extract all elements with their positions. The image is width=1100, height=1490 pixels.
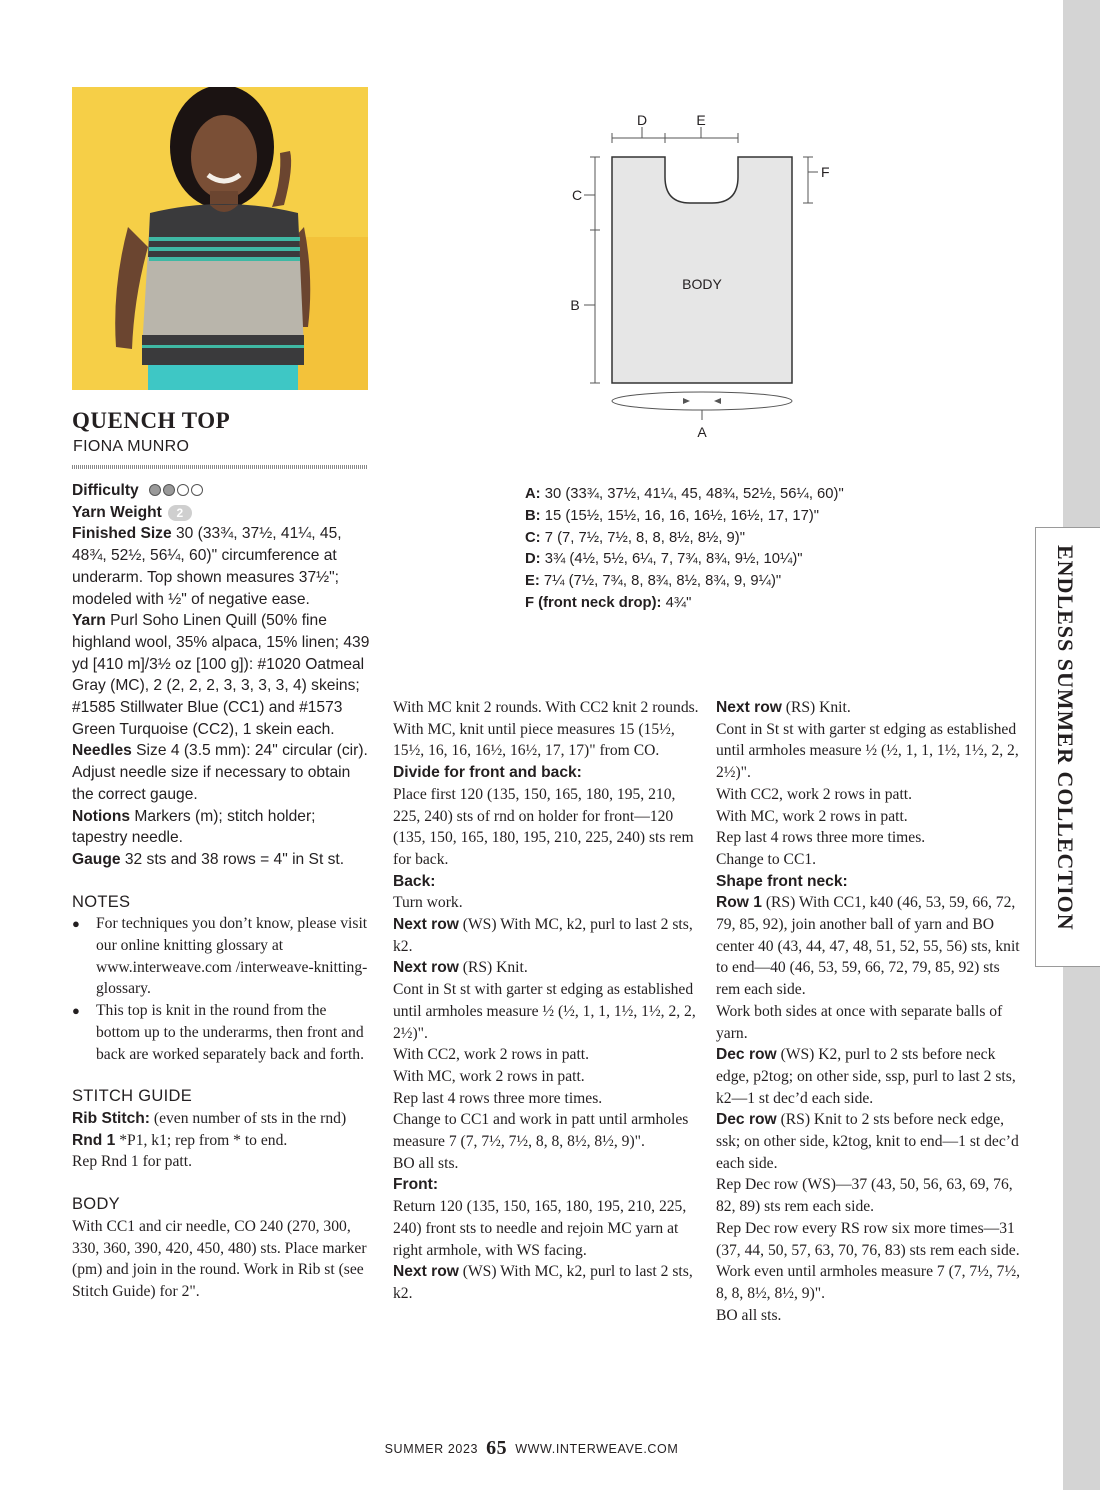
finished-size-label: Finished Size — [72, 525, 172, 543]
body-text: With CC1 and cir needle, CO 240 (270, 300, 330, 360, 390, 420, 450, 480) sts. Place marker (pm) and join in the round. Work in Rib st (see Stitch Guide) for 2". — [72, 1217, 367, 1300]
next-row-label: Next row — [393, 916, 459, 934]
rep-dec-text: Rep Dec row (WS)—37 (43, 50, 56, 63, 69, 76, 82, 89) sts rem each side. — [716, 1176, 1013, 1216]
gauge-spec — [72, 849, 372, 871]
yarn-text: Purl Soho Linen Quill (50% fine highland wool, 35% alpaca, 15% linen; 439 yd [410 m]/3½ oz [100 g]): #1020 Oatmeal Gray (MC), 2 (2, 2, 2, 3, 3, 3, 3, 4) skeins; #1585 Stillwater Blue (CC1) and #1573 Green Turquoise (CC2), 1 skein each. — [72, 612, 370, 738]
body-heading: BODY — [72, 1195, 120, 1214]
return-text: Return 120 (135, 150, 165, 180, 195, 210, 225, 240) front sts to needle and rejoin MC yarn at right armhole, with WS facing. — [393, 1198, 687, 1259]
measure-key: F (front neck drop): — [525, 594, 662, 611]
rep-dec-every-text: Rep Dec row every RS row six more times—31 (37, 44, 50, 57, 63, 70, 76, 83) sts rem each side. — [716, 1219, 1020, 1259]
notes-list — [72, 913, 372, 1065]
dec-row-rs — [716, 1109, 1026, 1174]
bo-text: BO all sts. — [716, 1306, 782, 1324]
bo-text: BO all sts. — [393, 1154, 459, 1172]
measure-key: E: — [525, 573, 540, 590]
dim-label-f: F — [821, 164, 830, 180]
section-tab-label: ENDLESS SUMMER COLLECTION — [1053, 545, 1078, 931]
measure-value: 7¼ (7½, 7¾, 8, 8¾, 8½, 8¾, 9, 9¼)" — [543, 573, 782, 590]
next-row-label: Next row — [393, 959, 459, 977]
repeat-text: Rep last 4 rows three more times. — [716, 829, 926, 847]
list-item: ● For techniques you don’t know, please visit our online knitting glossary at www.interweave.com /interweave-knitting-glossary. — [72, 913, 372, 1000]
difficulty-dot-empty — [177, 484, 189, 496]
difficulty-row — [72, 480, 372, 502]
shape-neck-heading: Shape front neck: — [716, 872, 848, 890]
rnd1 — [72, 1130, 372, 1152]
divide-heading: Divide for front and back: — [393, 764, 582, 782]
row1-label: Row 1 — [716, 894, 762, 912]
list-item — [525, 506, 844, 528]
divider-rule — [72, 465, 368, 469]
measure-value: 15 (15½, 15½, 16, 16, 16½, 16½, 17, 17)" — [544, 507, 820, 524]
work-both-text: Work both sides at once with separate balls of yarn. — [716, 1002, 1003, 1042]
notions-text: Markers (m); stitch holder; tapestry needle. — [72, 807, 316, 847]
row1 — [716, 892, 1026, 1001]
body-outline — [612, 157, 792, 383]
measure-key: A: — [525, 486, 541, 502]
next-row-text: (RS) Knit. — [462, 959, 528, 977]
front-heading: Front: — [393, 1176, 439, 1194]
footer-url[interactable]: WWW.INTERWEAVE.COM — [515, 1442, 679, 1456]
cont-text: Cont in St st with garter st edging as established until armholes measure ½ (½, 1, 1, 1½, 1½, 2, 2, 2½)". — [716, 720, 1019, 782]
next-row-text: (WS) With MC, k2, purl to last 2 sts, k2. — [393, 1263, 693, 1302]
yarn-weight-label: Yarn Weight — [72, 503, 162, 521]
body-label: BODY — [682, 276, 722, 292]
notions-spec — [72, 806, 372, 849]
measure-key: D: — [525, 551, 541, 568]
measure-value: 4¾" — [665, 594, 692, 611]
notes-heading: NOTES — [72, 892, 131, 911]
list-item — [525, 571, 844, 593]
difficulty-rating — [149, 482, 205, 499]
work-even-text: Work even until armholes measure 7 (7, 7½, 7½, 8, 8, 8½, 8½, 9)". — [716, 1263, 1021, 1302]
change-text: Change to CC1. — [716, 850, 817, 868]
list-item — [525, 528, 844, 550]
dec-row-text: (RS) Knit to 2 sts before neck edge, ssk; on other side, k2tog, knit to end—1 st dec’d each side. — [716, 1111, 1019, 1172]
dec-row-text: (WS) K2, purl to 2 sts before neck edge, p2tog; on other side, ssp, purl to last 2 sts, k2—1 st dec’d each side. — [716, 1046, 1016, 1107]
rib-stitch-label: Rib Stitch: — [72, 1109, 150, 1127]
dim-label-d: D — [636, 112, 648, 128]
back-heading: Back: — [393, 872, 436, 890]
specs-column — [72, 480, 372, 1303]
yarn-weight-icon: 2 — [168, 505, 192, 521]
stitch-guide-heading: STITCH GUIDE — [72, 1087, 193, 1106]
divide-text: Place first 120 (135, 150, 165, 180, 195, 210, 225, 240) sts of rnd on holder for front—120 (135, 150, 165, 180, 195, 210, 225, 240) sts rem for back. — [393, 785, 694, 868]
model-photo — [72, 87, 368, 390]
difficulty-label: Difficulty — [72, 482, 139, 499]
instructions-column-3 — [716, 697, 1026, 1326]
body-schematic — [560, 105, 840, 445]
mc-text: With MC, work 2 rows in patt. — [716, 807, 908, 825]
list-item — [525, 484, 844, 506]
notions-label: Notions — [72, 807, 131, 825]
rib-stitch-text: (even number of sts in the rnd) — [153, 1109, 347, 1127]
row1-text: (RS) With CC1, k40 (46, 53, 59, 66, 72, 79, 85, 92), join another ball of yarn and BO center 40 (43, 44, 47, 48, 51, 52, 55, 56) sts, knit to end—40 (46, 53, 59, 66, 72, 79, 85, 92) sts rem each side. — [716, 894, 1020, 999]
rib-stitch — [72, 1108, 372, 1130]
difficulty-dot-filled — [163, 484, 175, 496]
pattern-author: FIONA MUNRO — [73, 438, 190, 455]
measure-key: C: — [525, 529, 541, 546]
measure-value: 30 (33¾, 37½, 41¼, 45, 48¾, 52½, 56¼, 60)" — [544, 486, 844, 502]
list-item — [525, 549, 844, 571]
body-continue: With MC knit 2 rounds. With CC2 knit 2 rounds. With MC, knit until piece measures 15 (15½, 15½, 16, 16, 16½, 16½, 17, 17)" from CO. — [393, 699, 699, 760]
gauge-text: 32 sts and 38 rows = 4" in St st. — [124, 850, 345, 868]
rib-repeat: Rep Rnd 1 for patt. — [72, 1153, 192, 1171]
needles-label: Needles — [72, 742, 132, 760]
yarn-spec — [72, 610, 372, 740]
repeat-text: Rep last 4 rows three more times. — [393, 1089, 603, 1107]
dim-label-a: A — [697, 424, 707, 440]
gauge-label: Gauge — [72, 850, 121, 868]
next-row-text: (RS) Knit. — [785, 699, 851, 716]
measure-value: 3¾ (4½, 5½, 6¼, 7, 7¾, 8¾, 9½, 10¼)" — [544, 551, 803, 568]
finished-size-text: 30 (33¾, 37½, 41¼, 45, 48¾, 52½, 56¼, 60)" circumference at underarm. Top shown measures 37½"; modeled with ½" of negative ease. — [72, 525, 342, 608]
next-row-ws-2 — [393, 1261, 703, 1304]
list-item: ● This top is knit in the round from the bottom up to the underarms, then front and back are worked separately back and forth. — [72, 1000, 372, 1065]
cc2-text: With CC2, work 2 rows in patt. — [716, 785, 913, 803]
yarn-label: Yarn — [72, 612, 106, 630]
dec-row-ws — [716, 1044, 1026, 1109]
pattern-title: QUENCH TOP — [72, 408, 231, 433]
turn-work: Turn work. — [393, 894, 463, 912]
change-text: Change to CC1 and work in patt until armholes measure 7 (7, 7½, 7½, 8, 8, 8½, 8½, 9)". — [393, 1111, 689, 1151]
finished-size — [72, 523, 372, 610]
dec-row-label: Dec row — [716, 1046, 777, 1064]
cont-text: Cont in St st with garter st edging as established until armholes measure ½ (½, 1, 1, 1½, 1½, 2, 2, 2½)". — [393, 981, 696, 1042]
rnd1-text: *P1, k1; rep from * to end. — [119, 1131, 288, 1149]
next-row-text: (WS) With MC, k2, purl to last 2 sts, k2. — [393, 916, 693, 955]
dim-label-e: E — [696, 112, 706, 128]
next-row-label: Next row — [716, 699, 782, 716]
next-row-rs — [716, 697, 1026, 719]
dec-row-label: Dec row — [716, 1111, 777, 1129]
needles-spec — [72, 740, 372, 805]
next-row-rs — [393, 957, 703, 979]
difficulty-dot-filled — [149, 484, 161, 496]
needles-text: Size 4 (3.5 mm): 24" circular (cir). Adjust needle size if necessary to obtain the correct gauge. — [72, 742, 368, 803]
difficulty-dot-empty — [191, 484, 203, 496]
dim-label-b: B — [570, 297, 580, 313]
instructions-column-2 — [393, 697, 703, 1305]
measurements-list — [525, 484, 844, 615]
page-number: 65 — [486, 1437, 508, 1459]
mc-text: With MC, work 2 rows in patt. — [393, 1067, 585, 1085]
page-footer — [0, 1437, 1063, 1460]
cc2-text: With CC2, work 2 rows in patt. — [393, 1046, 590, 1064]
next-row-ws — [393, 914, 703, 957]
dim-label-c: C — [571, 187, 583, 203]
measure-value: 7 (7, 7½, 7½, 8, 8, 8½, 8½, 9)" — [544, 529, 745, 546]
footer-issue: SUMMER 2023 — [384, 1442, 479, 1456]
rnd1-label: Rnd 1 — [72, 1131, 116, 1149]
next-row-label: Next row — [393, 1263, 459, 1281]
yarn-weight-row — [72, 502, 372, 524]
list-item — [525, 593, 844, 615]
measure-key: B: — [525, 507, 541, 524]
